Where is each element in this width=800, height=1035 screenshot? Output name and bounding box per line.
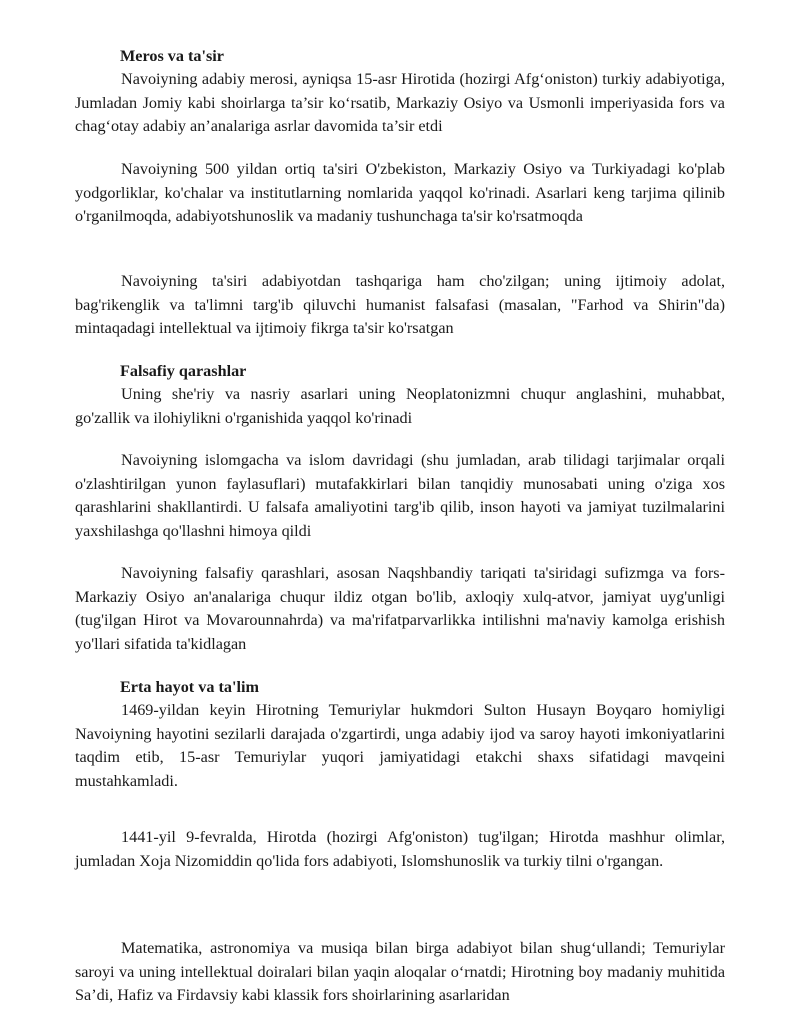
paragraph-text: Navoiyning islomgacha va islom davridagi (shu jumladan, arab tilidagi tarjimalar orqali o'zlashtirilgan yunon faylasuflari) mutafakkirlari bilan tanqidiy munosabati uning o'ziga xos qarashlarini shakllantirdi. U falsafa amaliyotini targ'ib qilib, inson hayoti va jamiyat tuzilmalarini yaxshilashga qo'llashni himoya qildi — [75, 451, 725, 540]
paragraph-text: 1441-yil 9-fevralda, Hirotda (hozirgi Afg'oniston) tug'ilgan; Hirotda mashhur olimlar, jumladan Xoja Nizomiddin qo'lida fors adabiyoti, Islomshunoslik va turkiy tilni o'rgangan. — [75, 828, 725, 870]
paragraph — [75, 383, 725, 430]
heading-falsafiy: Falsafiy qarashlar — [120, 362, 247, 380]
heading-meros: Meros va ta'sir — [120, 47, 224, 65]
paragraph-text: Navoiyning falsafiy qarashlari, asosan Naqshbandiy tariqati ta'siridagi sufizmga va fors-Markaziy Osiyo an'analariga chuqur ildiz otgan bo'lib, axloqiy xulq-atvor, jamiyat uyg'unligi (tug'ilgan Hirot va Movarounnahrda) va ma'rifatparvarlikka intilishni ma'naviy kamolga erishish yo'llari sifatida ta'kidlagan — [75, 564, 725, 653]
paragraph-text: Navoiyning ta'siri adabiyotdan tashqariga ham cho'zilgan; uning ijtimoiy adolat, bag'rikenglik va ta'limni targ'ib qiluvchi humanist falsafasi (masalan, "Farhod va Shirin"da) mintaqadagi intellektual va ijtimoiy fikrga ta'sir ko'rsatgan — [75, 272, 725, 337]
paragraph-text: Matematika, astronomiya va musiqa bilan birga adabiyot bilan shug‘ullandi; Temuriylar saroyi va uning intellektual doiralari bilan yaqin aloqalar o‘rnatdi; Hirotning boy madaniy muhitida Sa’di, Hafiz va Firdavsiy kabi klassik fors shoirlarining asarlaridan — [75, 939, 725, 1004]
paragraph-text: Navoiyning adabiy merosi, ayniqsa 15-asr Hirotida (hozirgi Afg‘oniston) turkiy adabiyotiga, Jumladan Jomiy kabi shoirlarga ta’sir ko‘rsatib, Markaziy Osiyo va Usmonli imperiyasida fors va chag‘otay adabiy an’analariga asrlar davomida ta’sir etdi — [75, 70, 725, 135]
paragraph-text: Navoiyning 500 yildan ortiq ta'siri O'zbekiston, Markaziy Osiyo va Turkiyadagi ko'plab yodgorliklar, ko'chalar va institutlarning nomlarida yaqqol ko'rinadi. Asarlari keng tarjima qilinib o'rganilmoqda, adabiyotshunoslik va madaniy tushunchaga ta'sir ko'rsatmoqda — [75, 160, 725, 225]
paragraph — [75, 562, 725, 656]
paragraph — [75, 449, 725, 543]
paragraph-text: Uning she'riy va nasriy asarlari uning Neoplatonizmni chuqur anglashini, muhabbat, go'zallik va ilohiylikni o'rganishida yaqqol ko'rinadi — [75, 385, 725, 427]
paragraph — [75, 68, 725, 139]
paragraph — [75, 826, 725, 873]
paragraph — [75, 937, 725, 1008]
paragraph — [75, 699, 725, 793]
paragraph-text: 1469-yildan keyin Hirotning Temuriylar hukmdori Sulton Husayn Boyqaro homiyligi Navoiyning hayotini sezilarli darajada o'zgartirdi, unga adabiy ijod va saroy hayoti imkoniyatlarini taqdim etib, 15-asr Temuriylar yuqori jamiyatidagi etakchi shaxs sifatidagi mavqeini mustahkamladi. — [75, 701, 725, 790]
paragraph — [75, 158, 725, 229]
paragraph — [75, 270, 725, 341]
heading-erta-hayot: Erta hayot va ta'lim — [120, 678, 259, 696]
